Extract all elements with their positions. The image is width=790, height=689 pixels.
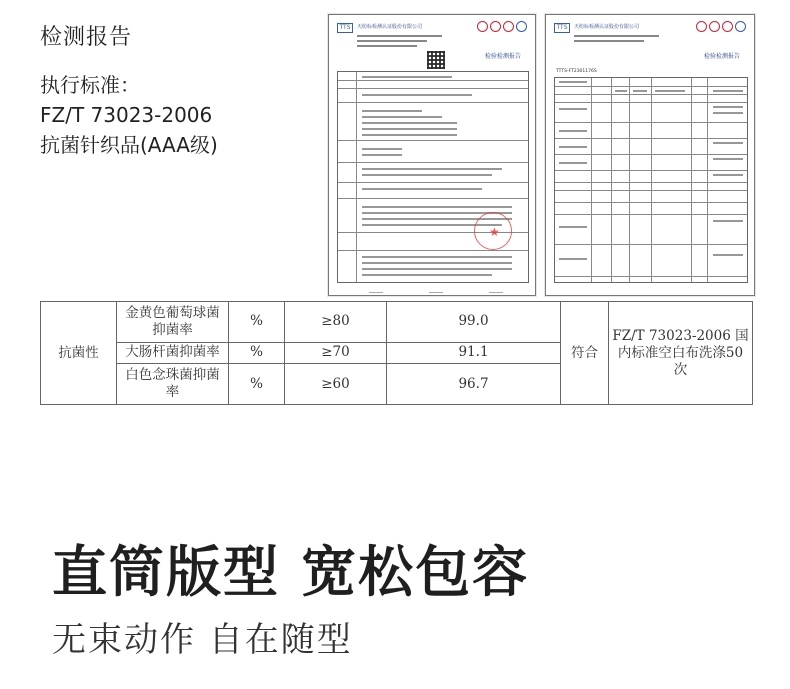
text-line xyxy=(713,174,743,176)
table-col-line xyxy=(691,78,692,282)
table-row-line xyxy=(555,214,747,215)
report-header xyxy=(337,21,529,67)
item-cell: 大肠杆菌抑菌率 xyxy=(117,342,229,363)
text-line xyxy=(362,174,492,176)
report-table xyxy=(554,77,748,283)
seal-icon xyxy=(709,21,720,32)
text-line xyxy=(362,154,402,156)
table-row-line xyxy=(338,88,528,89)
seal-icon xyxy=(477,21,488,32)
ttts-logo-icon: TTS xyxy=(337,23,353,33)
text-line xyxy=(559,258,587,260)
standard-label: 执行标准： xyxy=(40,73,140,97)
test-report-page-2 xyxy=(545,14,755,296)
property-cell: 抗菌性 xyxy=(41,302,117,405)
table-row-line xyxy=(555,182,747,183)
signature-line xyxy=(369,292,383,293)
report-subline xyxy=(357,35,447,47)
text-line xyxy=(559,130,587,132)
page-heading: 检测报告 xyxy=(40,25,133,50)
seal-icon xyxy=(490,21,501,32)
text-line xyxy=(559,162,587,164)
text-line xyxy=(559,81,587,83)
seal-icon xyxy=(696,21,707,32)
text-line xyxy=(633,90,647,92)
antibacterial-results-table xyxy=(40,301,753,405)
table-row-line xyxy=(555,94,747,95)
requirement-cell: ≥60 xyxy=(285,364,387,405)
standard-code: FZ/T 73023-2006 xyxy=(40,103,213,127)
table-row-line xyxy=(555,138,747,139)
table-row-line xyxy=(555,86,747,87)
unit-cell: % xyxy=(229,364,285,405)
text-line xyxy=(713,112,743,114)
report-company: 天纺标检测认证股份有限公司 xyxy=(574,24,640,30)
text-line xyxy=(362,206,512,208)
table-row-line xyxy=(555,244,747,245)
report-title: 检验检测报告 xyxy=(484,53,521,60)
text-line xyxy=(655,90,685,92)
table-row-line xyxy=(338,198,528,199)
requirement-cell: ≥80 xyxy=(285,302,387,343)
standard-block xyxy=(40,70,218,160)
text-line xyxy=(362,256,512,258)
qr-code-icon xyxy=(427,51,445,69)
certification-seals xyxy=(696,21,746,32)
table-row-line xyxy=(338,182,528,183)
value-cell: 91.1 xyxy=(387,342,561,363)
text-line xyxy=(713,158,743,160)
text-line xyxy=(362,148,402,150)
table-row-line xyxy=(555,102,747,103)
table-col-line xyxy=(629,78,630,282)
signature-line xyxy=(489,292,503,293)
report-title: 检验检测报告 xyxy=(703,53,740,60)
text-line xyxy=(713,142,743,144)
text-line xyxy=(559,146,587,148)
ttts-logo-icon: TTS xyxy=(554,23,570,33)
text-line xyxy=(362,128,457,130)
table-row-line xyxy=(555,276,747,277)
table-row-line xyxy=(338,250,528,251)
report-company: 天纺标检测认证股份有限公司 xyxy=(357,24,423,30)
table-row-line xyxy=(338,80,528,81)
text-line xyxy=(362,110,422,112)
table-row-line xyxy=(555,170,747,171)
text-line xyxy=(362,134,457,136)
requirement-cell: ≥70 xyxy=(285,342,387,363)
value-cell: 96.7 xyxy=(387,364,561,405)
text-line xyxy=(362,122,457,124)
test-report-page-1 xyxy=(328,14,536,296)
text-line xyxy=(362,268,512,270)
text-line xyxy=(362,262,512,264)
table-row-line xyxy=(338,102,528,103)
seal-icon xyxy=(735,21,746,32)
item-cell: 金黄色葡萄球菌抑菌率 xyxy=(117,302,229,343)
seal-icon xyxy=(516,21,527,32)
table-col-line xyxy=(591,78,592,282)
standard-name: 抗菌针织品(AAA级) xyxy=(40,133,218,157)
table-row-line xyxy=(338,162,528,163)
unit-cell: % xyxy=(229,342,285,363)
seal-icon xyxy=(503,21,514,32)
text-line xyxy=(713,254,743,256)
text-line xyxy=(559,108,587,110)
table-col-line xyxy=(707,78,708,282)
table-row-line xyxy=(555,202,747,203)
table-col-line xyxy=(611,78,612,282)
slogan-heading: 直筒版型 宽松包容 xyxy=(52,540,530,604)
table-col-line xyxy=(651,78,652,282)
value-cell: 99.0 xyxy=(387,302,561,343)
signature-line xyxy=(429,292,443,293)
table-row-line xyxy=(555,122,747,123)
text-line xyxy=(362,94,472,96)
table-row-line xyxy=(555,154,747,155)
star-icon: ★ xyxy=(489,225,500,239)
text-line xyxy=(362,76,452,78)
table-row-line xyxy=(555,190,747,191)
tagline: 无束动作 自在随型 xyxy=(52,620,353,660)
text-line xyxy=(362,274,492,276)
standard-note-cell: FZ/T 73023-2006 国内标准空白布洗涤50次 xyxy=(609,302,753,405)
report-number: TTTS-FT2301176S xyxy=(556,69,597,74)
unit-cell: % xyxy=(229,302,285,343)
text-line xyxy=(713,90,743,92)
text-line xyxy=(615,90,627,92)
report-table xyxy=(337,71,529,283)
verdict-cell: 符合 xyxy=(561,302,609,405)
table-row-line xyxy=(338,140,528,141)
report-header xyxy=(554,21,748,67)
text-line xyxy=(559,226,587,228)
text-line xyxy=(362,116,442,118)
report-subline xyxy=(574,35,664,42)
official-stamp xyxy=(474,212,512,250)
item-cell: 白色念珠菌抑菌率 xyxy=(117,364,229,405)
text-line xyxy=(362,188,482,190)
seal-icon xyxy=(722,21,733,32)
table-row xyxy=(41,302,753,343)
text-line xyxy=(362,168,502,170)
text-line xyxy=(713,106,743,108)
text-line xyxy=(713,220,743,222)
certification-seals xyxy=(477,21,527,32)
